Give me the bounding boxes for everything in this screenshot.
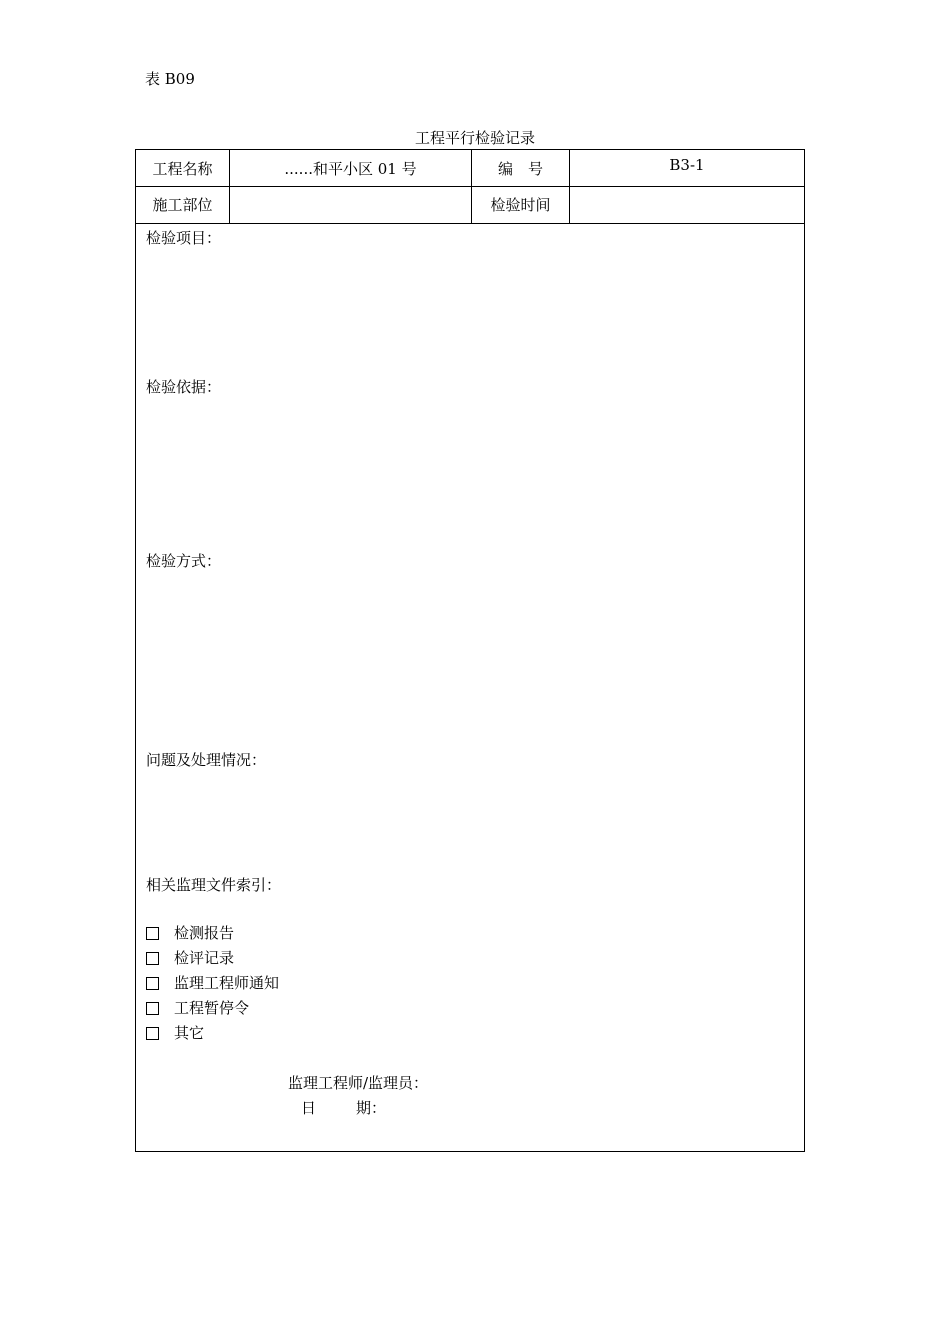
form-code: 表 B09 xyxy=(145,70,195,88)
checklist-item-label: 工程暂停令 xyxy=(174,999,250,1017)
location-value xyxy=(230,186,472,223)
section-inspection-basis: 检验依据： xyxy=(146,378,222,396)
checkbox-icon[interactable] xyxy=(146,977,159,990)
checkbox-icon[interactable] xyxy=(146,1002,159,1015)
location-label: 施工部位 xyxy=(136,186,230,223)
header-row-1 xyxy=(136,150,804,187)
checklist-item-label: 其它 xyxy=(174,1024,205,1042)
reference-checklist xyxy=(146,923,279,1048)
checklist-item-label: 检测报告 xyxy=(174,924,235,942)
checklist-item[interactable] xyxy=(146,948,279,973)
inspection-form xyxy=(135,149,805,1152)
checklist-item[interactable] xyxy=(146,1023,279,1048)
number-value: B3-1 xyxy=(669,156,705,174)
time-value xyxy=(570,186,804,223)
supervisor-signature-label: 监理工程师/监理员： xyxy=(288,1074,429,1092)
number-label: 编 号 xyxy=(472,150,570,186)
checklist-item-label: 监理工程师通知 xyxy=(174,974,280,992)
document-title: 工程平行检验记录 xyxy=(414,129,535,147)
checkbox-icon[interactable] xyxy=(146,952,159,965)
date-label-part-2: 期： xyxy=(356,1099,387,1117)
date-label xyxy=(301,1097,386,1118)
checklist-item[interactable] xyxy=(146,998,279,1023)
time-label: 检验时间 xyxy=(472,186,570,223)
checklist-item[interactable] xyxy=(146,973,279,998)
section-inspection-item: 检验项目： xyxy=(146,229,222,247)
checklist-item[interactable] xyxy=(146,923,279,948)
checkbox-icon[interactable] xyxy=(146,1027,159,1040)
section-references: 相关监理文件索引： xyxy=(146,876,282,894)
header-row-2 xyxy=(136,186,804,224)
section-inspection-method: 检验方式： xyxy=(146,552,222,570)
section-issues: 问题及处理情况： xyxy=(146,751,267,769)
checklist-item-label: 检评记录 xyxy=(174,949,235,967)
checkbox-icon[interactable] xyxy=(146,927,159,940)
project-name-label: 工程名称 xyxy=(136,150,230,186)
date-label-part-1: 日 xyxy=(301,1099,317,1117)
project-name-value: ......和平小区 01 号 xyxy=(230,150,472,186)
